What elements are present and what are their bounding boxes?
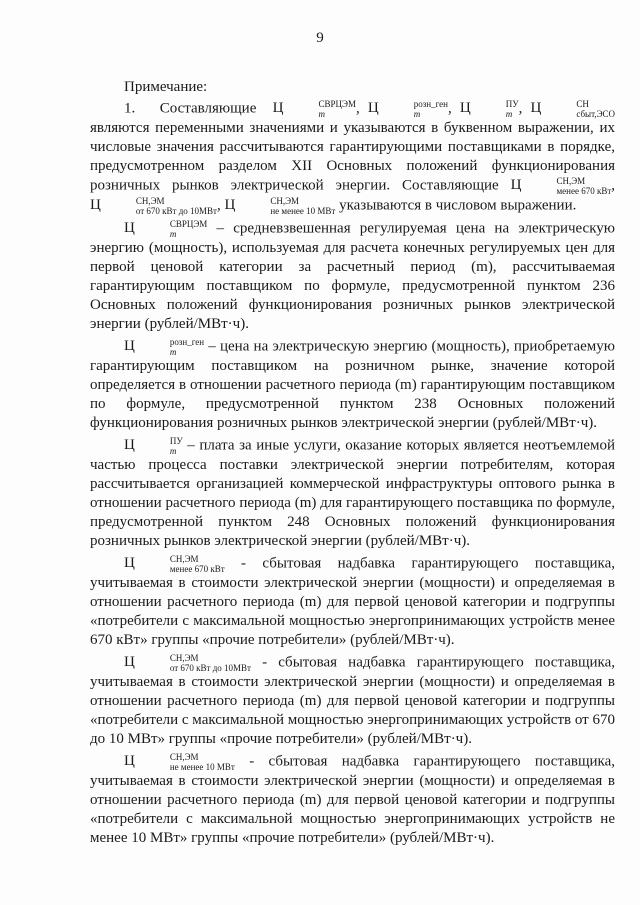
term-symbol: Ц ПУ m [124, 436, 183, 456]
term-sn-em-less-670 [90, 554, 615, 650]
symbol-sn-em-less-670: Ц СН,ЭМ менее 670 кВт [510, 176, 612, 196]
term-pu [90, 436, 615, 551]
symbol-sn-em-10-plus: Ц СН,ЭМ не менее 10 МВт [224, 196, 336, 216]
term-rozn-gen [90, 337, 615, 433]
term-symbol: Ц СН,ЭМ от 670 кВт до 10МВт [124, 653, 251, 673]
term-sn-em-670-10 [90, 653, 615, 749]
note-heading: Примечание: [124, 79, 208, 95]
term-definition: - сбытовая надбавка гарантирующего поставщика, учитываемая в стоимости электрической энергии (мощности) и определяемая в отношении расчетного периода (m) для первой ценовой категории и подгруппы «потребители с максимальной мощностью энергопринимающих устройств не менее 10 МВт» группы «прочие потребители» (рублей/МВт·ч). [90, 753, 615, 846]
document-body [90, 78, 615, 848]
term-symbol: Ц розн_ген m [124, 337, 205, 357]
term-sn-em-10-plus [90, 752, 615, 848]
symbol-svrcem: Ц СВРЦЭМ m [272, 99, 356, 119]
symbol-sn-sbyt: Ц СН сбыт,ЭСО [530, 99, 616, 119]
paragraph-1-text-b-start: Составляющие [402, 177, 499, 194]
term-definition: - сбытовая надбавка гарантирующего поставщика, учитываемая в стоимости электрической энергии (мощности) и определяемая в отношении расчетного периода (m) для первой ценовой категории и подгруппы «потребители с максимальной мощностью энергопринимающих устройств менее 670 кВт» группы «прочие потребители» (рублей/МВт·ч). [90, 555, 615, 648]
paragraph-1-text-b-end: указываются в числовом выражении. [339, 197, 577, 214]
paragraph-number: 1. [124, 100, 136, 117]
term-definition: – плата за иные услуги, оказание которых является неотъемлемой частью процесса поставки электрической энергии потребителям, которая рассчитывается организацией коммерческой инфраструктуры оптового рынка в отношении расчетного периода (m) для гарантирующего поставщика по формуле, предусмотренной пунктом 248 Основных положений функционирования розничных рынков электрической энергии (рублей/МВт·ч). [90, 437, 615, 549]
term-svrcem [90, 219, 615, 334]
term-symbol: Ц СН,ЭМ не менее 10 МВт [124, 752, 235, 772]
symbol-sn-em-670-10: Ц СН,ЭМ от 670 кВт до 10МВт [90, 196, 217, 216]
paragraph-1: 1. Составляющие Ц СВРЦЭМ m , Ц розн_ген m , Ц ПУ m , Ц СН сбыт,ЭСО являются переменными значениями и указываются в буквенном выражении, их числовые значения рассчитываются гарантирующими поставщиками в порядке, предусмотренном разделом XII Основных положений функционирования розничных рынков электрической энергии. Составляющие Ц СН,ЭМ менее 670 кВт , Ц СН,ЭМ от 670 кВт до 10МВт , Ц СН,ЭМ не менее 10 МВт указываются в числовом выражении. [90, 99, 616, 216]
term-definition: - сбытовая надбавка гарантирующего поставщика, учитываемая в стоимости электрической энергии (мощности) и определяемая в отношении расчетного периода (m) для первой ценовой категории и подгруппы «потребители с максимальной мощностью энергопринимающих устройств от 670 до 10 МВт» группы «прочие потребители» (рублей/МВт·ч). [90, 654, 615, 747]
term-symbol: Ц СН,ЭМ менее 670 кВт [124, 554, 225, 574]
page-number: 9 [316, 30, 324, 46]
term-definition: – средневзвешенная регулируемая цена на электрическую энергию (мощность), используемая для расчета конечных регулируемых цен для первой ценовой категории за расчетный период (m), рассчитываемая гарантирующим поставщиком по формуле, предусмотренной пунктом 236 Основных положений функционирования розничных рынков электрической энергии (рублей/МВт·ч). [90, 220, 615, 332]
term-symbol: Ц СВРЦЭМ m [124, 219, 208, 239]
symbol-rozn-gen: Ц розн_ген m [367, 99, 448, 119]
paragraph-1-lead: Составляющие [159, 100, 257, 117]
symbol-pu: Ц ПУ m [459, 99, 519, 119]
paragraph-1-text-a: являются переменными значениями и указываются в буквенном выражении, их числовые значения рассчитываются гарантирующими поставщиками в порядке, предусмотренном разделом XII Основных положений функционирования розничных рынков электрической энергии. [90, 120, 615, 194]
term-definition: – цена на электрическую энергию (мощность), приобретаемую гарантирующим поставщиком на розничном рынке, значение которой определяется в отношении расчетного периода (m) гарантирующим поставщиком по формуле, предусмотренной пунктом 238 Основных положений функционирования розничных рынков электрической энергии (рублей/МВт·ч). [90, 338, 615, 431]
